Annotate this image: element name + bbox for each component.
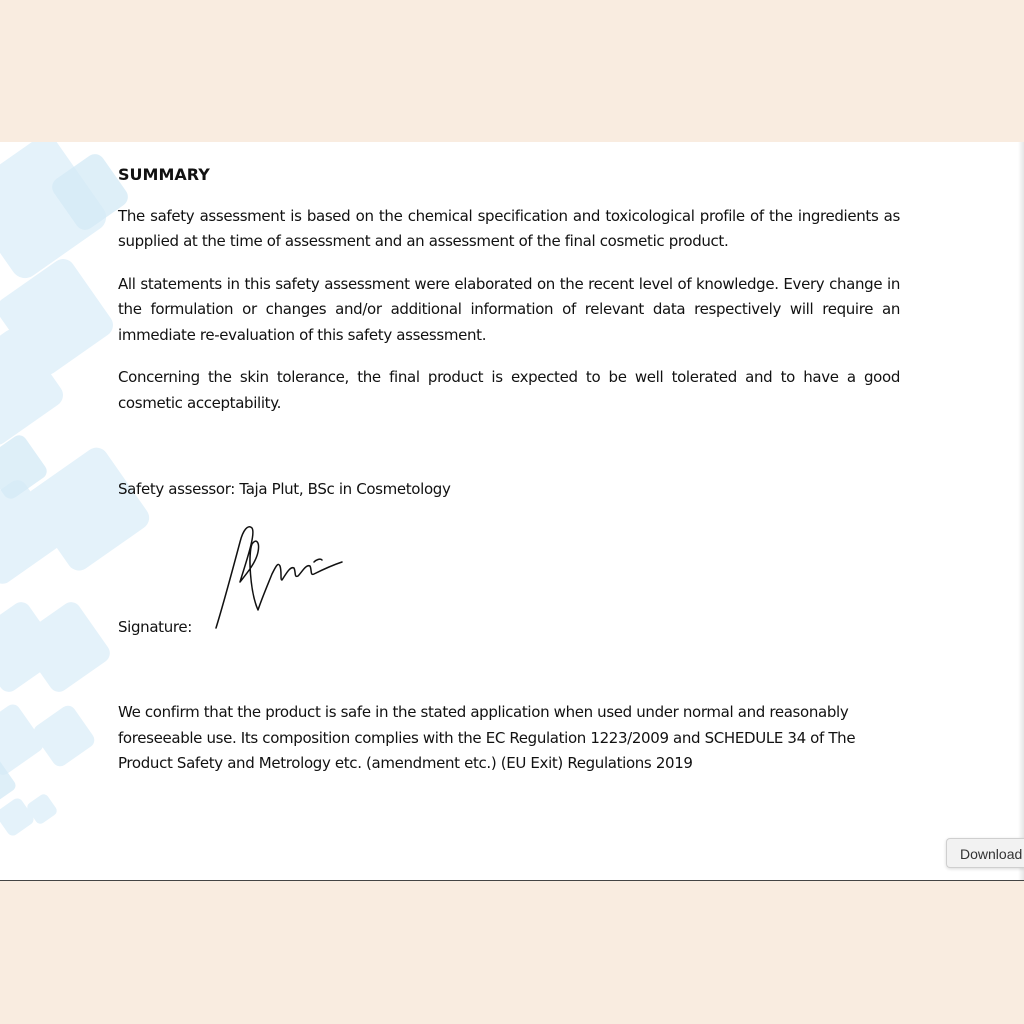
page-right-edge [1018, 142, 1024, 880]
paragraph-basis: The safety assessment is based on the chemical specification and toxicological profile of the ingredients as supplied at the time of assessment and an assessment of the final cosmetic product. [118, 206, 900, 250]
confirmation-paragraph: We confirm that the product is safe in the stated application when used under normal and reasonably foreseeable use. Its composition complies with the EC Regulation 1223/2009 and SCHEDULE 34 of The Product Safety and Metrology etc. (amendment etc.) (EU Exit) Regulations 2019 [118, 703, 856, 772]
paragraph-knowledge: All statements in this safety assessment were elaborated on the recent level of knowledge. Every change in the formulation or changes and/or additional information of relevant data respectively will require an immediate re-evaluation of this safety assessment. [118, 274, 900, 344]
download-tooltip-label: Download [960, 846, 1023, 862]
summary-section [118, 162, 900, 433]
document-page [0, 142, 1024, 881]
download-tooltip[interactable] [946, 838, 1024, 868]
signature-label: Signature: [118, 618, 192, 636]
tooltip-arrow-icon [995, 867, 1007, 868]
handwritten-signature [210, 522, 350, 632]
safety-assessor-line: Safety assessor: Taja Plut, BSc in Cosmetology [118, 480, 451, 498]
summary-heading: SUMMARY [118, 165, 210, 184]
paragraph-skin-tolerance: Concerning the skin tolerance, the final product is expected to be well tolerated and to have a good cosmetic acceptability. [118, 368, 900, 412]
